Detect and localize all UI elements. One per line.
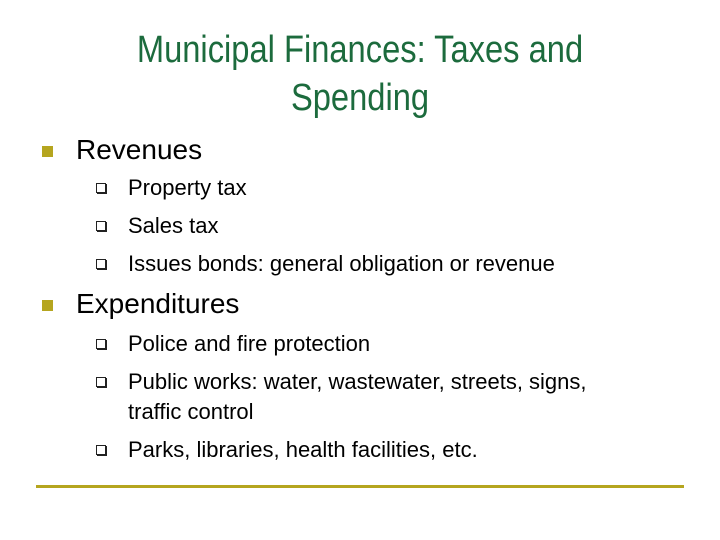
square-bullet-icon — [42, 146, 53, 157]
list-item-text: Sales tax — [128, 213, 219, 238]
hollow-square-bullet-icon — [96, 183, 106, 193]
hollow-square-bullet-icon — [96, 259, 106, 269]
bottom-divider — [36, 485, 684, 488]
hollow-square-bullet-icon — [96, 445, 106, 455]
list-item-text: Issues bonds: general obligation or revenue — [128, 251, 555, 276]
list-item-text: traffic control — [128, 399, 254, 424]
hollow-square-bullet-icon — [96, 377, 106, 387]
slide-title-line-1: Municipal Finances: Taxes and — [136, 29, 584, 71]
slide-title-line-2: Spending — [290, 77, 430, 119]
hollow-square-bullet-icon — [96, 339, 106, 349]
list-item-text: Property tax — [128, 175, 247, 200]
list-item-text: Parks, libraries, health facilities, etc. — [128, 437, 478, 462]
section-heading: Expenditures — [76, 288, 240, 319]
list-item-text: Public works: water, wastewater, streets, signs, — [128, 369, 587, 394]
list-item-text: Police and fire protection — [128, 331, 371, 356]
section-heading: Revenues — [76, 134, 203, 165]
square-bullet-icon — [42, 300, 53, 311]
slide-title — [50, 26, 669, 122]
hollow-square-bullet-icon — [96, 221, 106, 231]
